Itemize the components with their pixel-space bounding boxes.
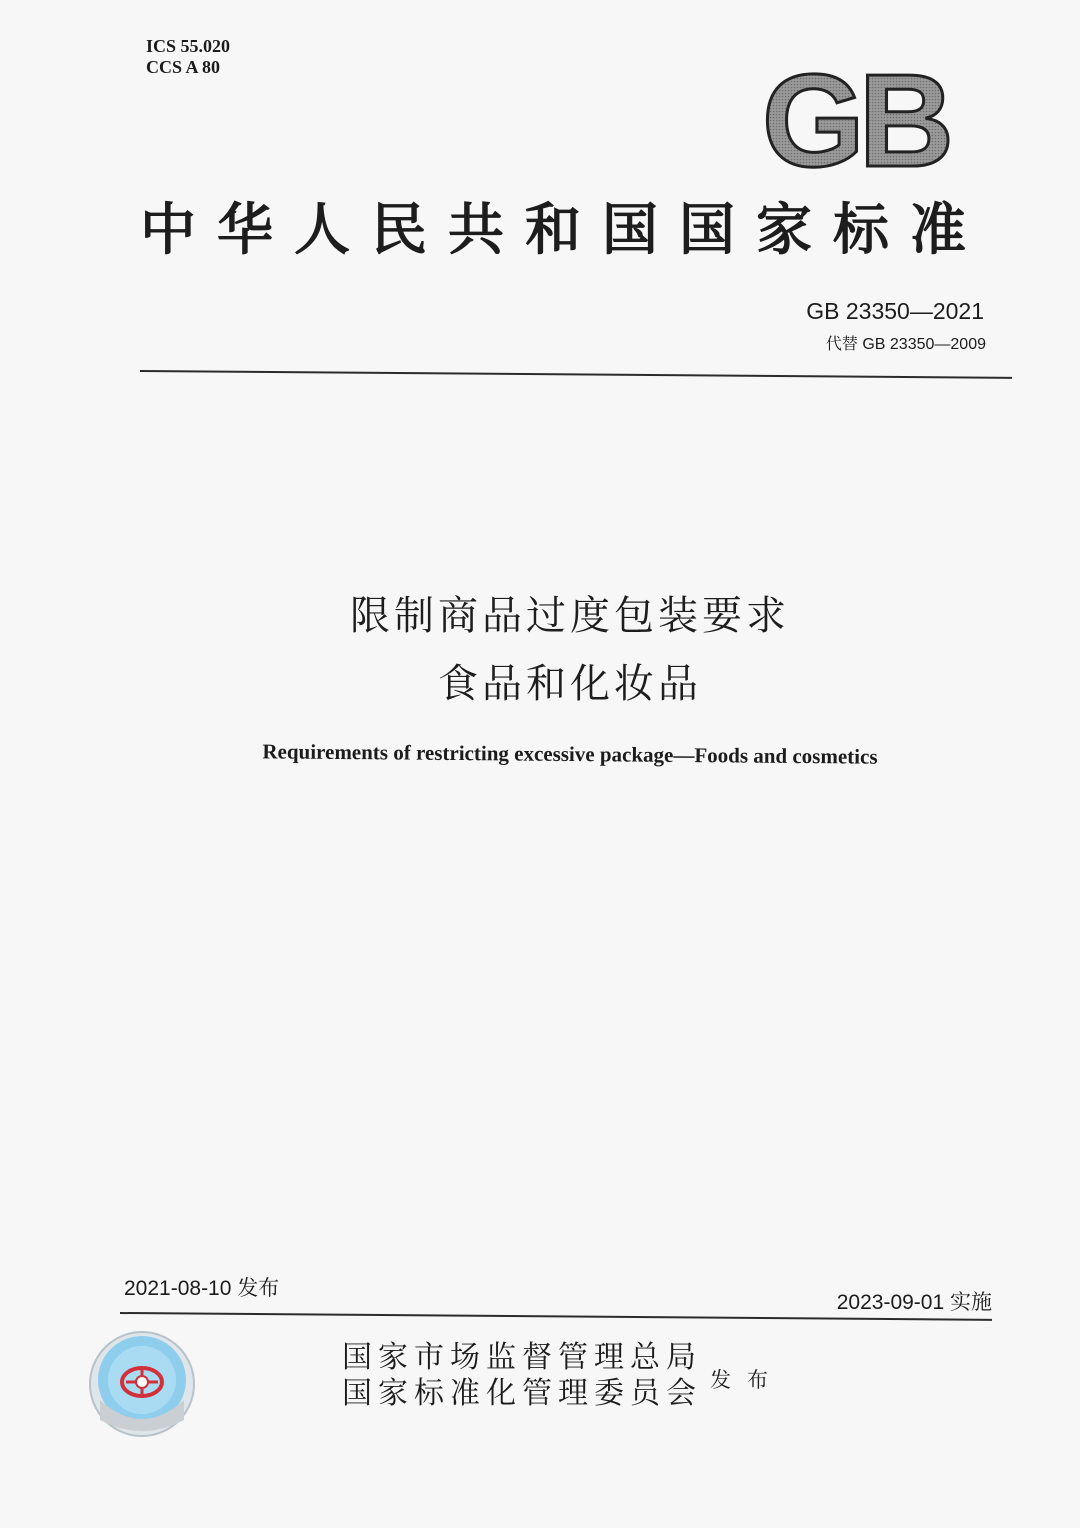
title-english: Requirements of restricting excessive package—Foods and cosmetics <box>262 739 878 769</box>
organization-title: 中华人民共和国国家标准 <box>140 197 987 263</box>
publishing-authorities <box>342 1340 702 1412</box>
standard-number: GB 23350—2021 <box>806 298 984 324</box>
header-divider <box>140 370 1012 379</box>
publisher-sac: 国家标准化管理委员会 <box>342 1376 702 1411</box>
classification-codes <box>146 36 230 78</box>
gb-logo <box>748 62 962 174</box>
publisher-samr: 国家市场监督管理总局 <box>342 1340 702 1375</box>
ccs-code: CCS A 80 <box>146 57 221 77</box>
issue-date: 2021-08-10 发布 <box>124 1277 280 1300</box>
anti-counterfeit-seal-icon <box>88 1330 196 1438</box>
title-chinese-line-1: 限制商品过度包装要求 <box>350 593 790 639</box>
title-chinese-line-2: 食品和化妆品 <box>438 661 702 707</box>
publish-label: 发布 <box>710 1368 784 1392</box>
gb-logo-text: GB <box>762 62 948 174</box>
replaced-standard: 代替 GB 23350—2009 <box>825 336 986 353</box>
implementation-date: 2023-09-01 实施 <box>836 1291 992 1314</box>
ics-code: ICS 55.020 <box>146 36 231 56</box>
